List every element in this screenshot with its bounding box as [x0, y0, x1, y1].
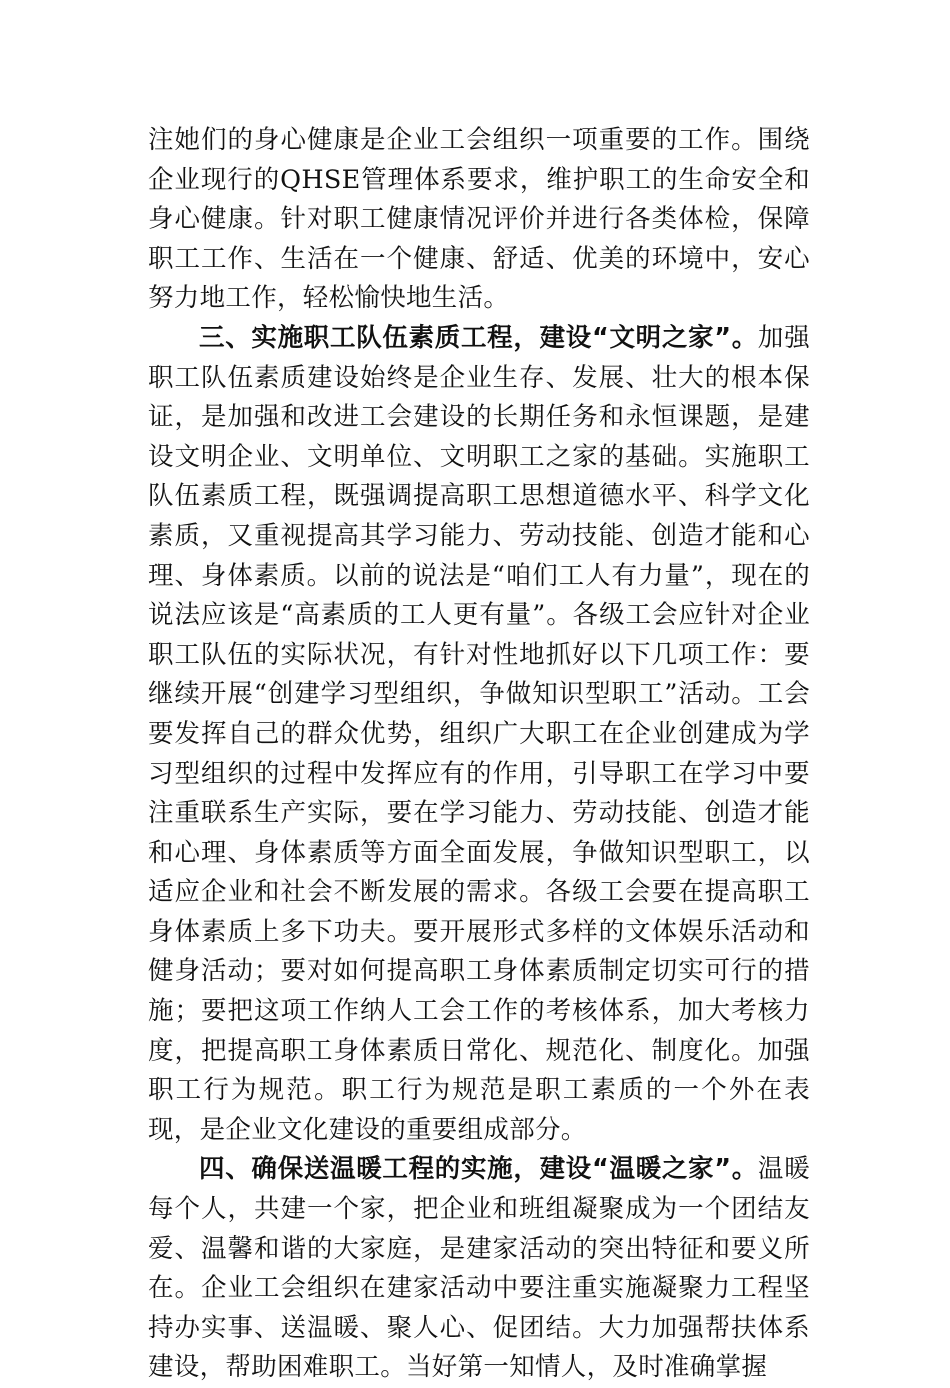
- paragraph-health-text: 注她们的身心健康是企业工会组织一项重要的工作。围绕企业现行的QHSE管理体系要求，维护职工的生命安全和身心健康。针对职工健康情况评价并进行各类体检，保障职工工作、生活在一个健康、舒适、优美的环境中，安心努力地工作，轻松愉快地生活。: [148, 125, 810, 314]
- paragraph-section-three: [148, 319, 810, 1150]
- section-three-text: 加强职工队伍素质建设始终是企业生存、发展、壮大的根本保证，是加强和改进工会建设的长期任务和永恒课题，是建设文明企业、文明单位、文明职工之家的基础。实施职工队伍素质工程，既强调提高职工思想道德水平、科学文化素质，又重视提高其学习能力、劳动技能、创造才能和心理、身体素质。以前的说法是“咱们工人有力量”，现在的说法应该是“高素质的工人更有量”。各级工会应针对企业职工队伍的实际状况，有针对性地抓好以下几项工作：要继续开展“创建学习型组织，争做知识型职工”活动。工会要发挥自己的群众优势，组织广大职工在企业创建成为学习型组织的过程中发挥应有的作用，引导职工在学习中要注重联系生产实际，要在学习能力、劳动技能、创造才能和心理、身体素质等方面全面发展，争做知识型职工，以适应企业和社会不断发展的需求。各级工会要在提高职工身体素质上多下功夫。要开展形式多样的文体娱乐活动和健身活动；要对如何提高职工身体素质制定切实可行的措施；要把这项工作纳人工会工作的考核体系，加大考核力度，把提高职工身体素质日常化、规范化、制度化。加强职工行为规范。职工行为规范是职工素质的一个外在表现，是企业文化建设的重要组成部分。: [148, 322, 810, 1145]
- document-page: [148, 121, 810, 1388]
- section-three-heading: 三、实施职工队伍素质工程，建设“文明之家”。: [199, 322, 758, 353]
- section-four-heading: 四、确保送温暖工程的实施，建设“温暖之家”。: [199, 1154, 758, 1185]
- section-four-text: 温暖每个人，共建一个家，把企业和班组凝聚成为一个团结友爱、温馨和谐的大家庭，是建家活动的突出特征和要义所在。企业工会组织在建家活动中要注重实施凝聚力工程坚持办实事、送温暖、聚人心、促团结。大力加强帮扶体系建设，帮助困难职工。当好第一知情人，及时准确掌握: [148, 1154, 810, 1383]
- paragraph-health: [148, 121, 810, 319]
- paragraph-section-four: [148, 1150, 810, 1388]
